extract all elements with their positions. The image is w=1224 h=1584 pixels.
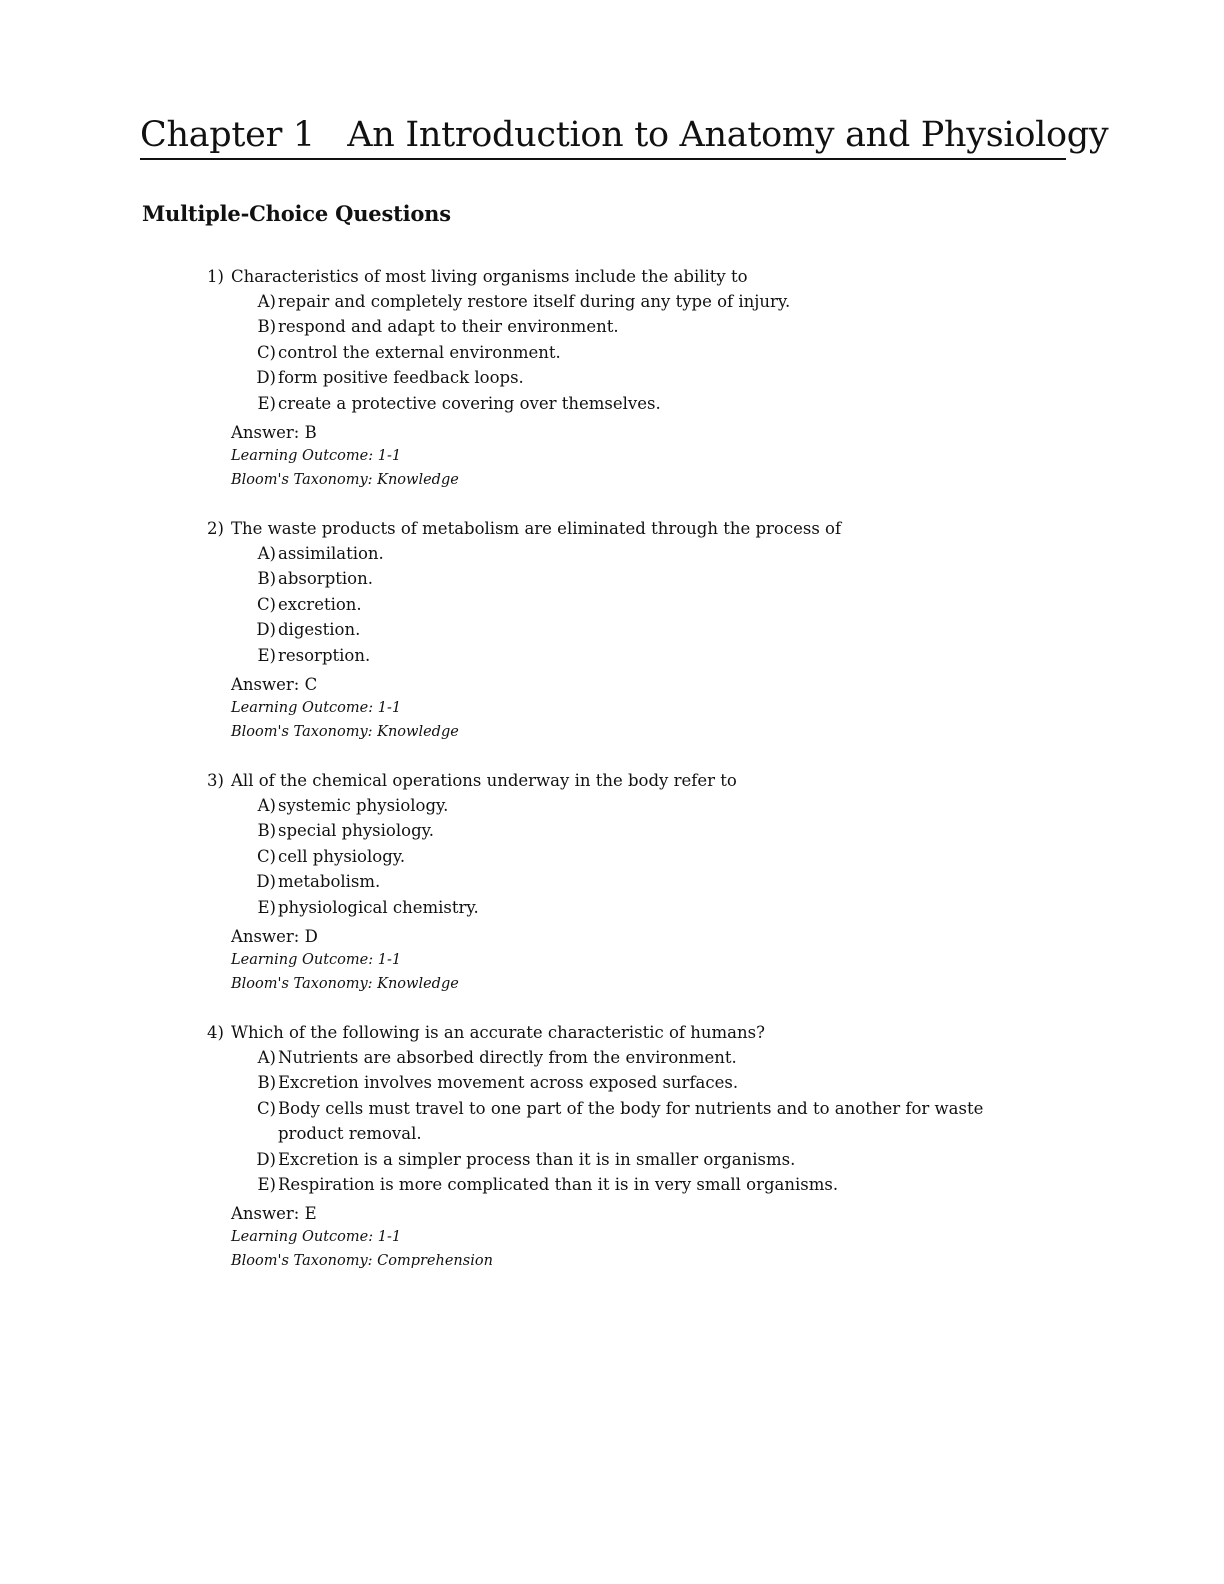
choice-a — [207, 793, 1067, 818]
choice-text: Respiration is more complicated than it is in very small organisms. — [278, 1175, 839, 1195]
question-stem — [207, 264, 1067, 289]
chapter-title: Chapter 1 An Introduction to Anatomy and Physiology — [140, 112, 1066, 160]
choice-text: repair and completely restore itself during any type of injury. — [278, 292, 791, 311]
question-3 — [207, 768, 1067, 996]
choice-b — [207, 314, 1067, 339]
choice-letter: E) — [257, 645, 276, 665]
choice-text: resorption. — [278, 645, 371, 665]
choice-a — [207, 1045, 1067, 1070]
choice-b — [207, 1070, 1067, 1095]
question-stem — [207, 768, 1067, 793]
question-number: 4) — [207, 1023, 224, 1042]
choice-d — [207, 617, 1067, 642]
question-4 — [207, 1020, 1067, 1273]
choice-letter: D) — [256, 620, 276, 640]
choice-text: create a protective covering over themselves. — [278, 393, 661, 413]
choice-text: digestion. — [278, 620, 361, 640]
answer-line: Answer: E — [231, 1204, 317, 1224]
choice-text: metabolism. — [278, 872, 381, 892]
blooms-taxonomy: Bloom's Taxonomy: Knowledge — [231, 471, 459, 488]
choice-text: physiological chemistry. — [278, 897, 479, 917]
choice-text: special physiology. — [278, 821, 435, 841]
question-number: 1) — [207, 267, 224, 286]
choice-letter: D) — [256, 872, 276, 892]
choice-c — [207, 592, 1067, 617]
question-text: Which of the following is an accurate characteristic of humans? — [231, 1023, 765, 1042]
choice-letter: A) — [257, 796, 276, 815]
choice-e — [207, 391, 1067, 416]
choice-letter: D) — [256, 368, 276, 388]
choice-text: excretion. — [278, 594, 362, 614]
choice-letter: C) — [256, 846, 276, 866]
choice-text: Excretion involves movement across exposed surfaces. — [278, 1073, 739, 1093]
choice-c — [207, 844, 1067, 869]
choice-b — [207, 818, 1067, 843]
question-1 — [207, 264, 1067, 492]
choice-b — [207, 566, 1067, 591]
question-2 — [207, 516, 1067, 744]
choice-text: Body cells must travel to one part of the body for nutrients and to another for waste product removal. — [278, 1098, 984, 1144]
choice-text: assimilation. — [278, 544, 384, 563]
question-number: 2) — [207, 519, 224, 538]
answer-line: Answer: B — [231, 423, 317, 443]
blooms-taxonomy: Bloom's Taxonomy: Knowledge — [231, 723, 459, 740]
choice-letter: A) — [257, 1048, 276, 1067]
learning-outcome: Learning Outcome: 1-1 — [231, 448, 402, 465]
choice-letter: C) — [256, 342, 276, 362]
answer-line: Answer: C — [231, 675, 318, 695]
choice-letter: E) — [257, 1175, 276, 1195]
choice-c — [207, 1096, 998, 1147]
choice-letter: E) — [257, 393, 276, 413]
choice-letter: B) — [257, 569, 276, 589]
choice-letter: C) — [256, 1098, 276, 1118]
question-number: 3) — [207, 771, 224, 790]
choice-e — [207, 643, 1067, 668]
choice-text: respond and adapt to their environment. — [278, 317, 619, 337]
question-stem — [207, 1020, 1067, 1045]
question-text: The waste products of metabolism are eliminated through the process of — [231, 519, 842, 538]
learning-outcome: Learning Outcome: 1-1 — [231, 1229, 402, 1246]
choice-d — [207, 365, 1067, 390]
choice-letter: D) — [256, 1149, 276, 1169]
question-text: Characteristics of most living organisms include the ability to — [231, 267, 748, 286]
choice-a — [207, 541, 1067, 566]
choice-letter: A) — [257, 292, 276, 311]
choice-letter: C) — [256, 594, 276, 614]
choice-letter: B) — [257, 317, 276, 337]
choice-e — [207, 895, 1067, 920]
choice-text: cell physiology. — [278, 846, 406, 866]
choice-letter: B) — [257, 1073, 276, 1093]
question-text: All of the chemical operations underway in the body refer to — [231, 771, 737, 790]
learning-outcome: Learning Outcome: 1-1 — [231, 952, 402, 969]
blooms-taxonomy: Bloom's Taxonomy: Comprehension — [231, 1252, 493, 1269]
choice-letter: E) — [257, 897, 276, 917]
choice-text: absorption. — [278, 569, 373, 589]
choice-letter: A) — [257, 544, 276, 563]
choice-a — [207, 289, 1067, 314]
choice-text: control the external environment. — [278, 342, 561, 362]
choice-d — [207, 869, 1067, 894]
choice-text: Nutrients are absorbed directly from the environment. — [278, 1048, 737, 1067]
choice-letter: B) — [257, 821, 276, 841]
answer-line: Answer: D — [231, 927, 318, 947]
choice-c — [207, 340, 1067, 365]
choice-d — [207, 1147, 1067, 1172]
choice-text: form positive feedback loops. — [278, 368, 524, 388]
choice-text: Excretion is a simpler process than it is in smaller organisms. — [278, 1149, 796, 1169]
question-stem — [207, 516, 1067, 541]
section-title: Multiple-Choice Questions — [142, 201, 451, 226]
choice-text: systemic physiology. — [278, 796, 449, 815]
blooms-taxonomy: Bloom's Taxonomy: Knowledge — [231, 975, 459, 992]
choice-e — [207, 1172, 1067, 1197]
learning-outcome: Learning Outcome: 1-1 — [231, 700, 402, 717]
